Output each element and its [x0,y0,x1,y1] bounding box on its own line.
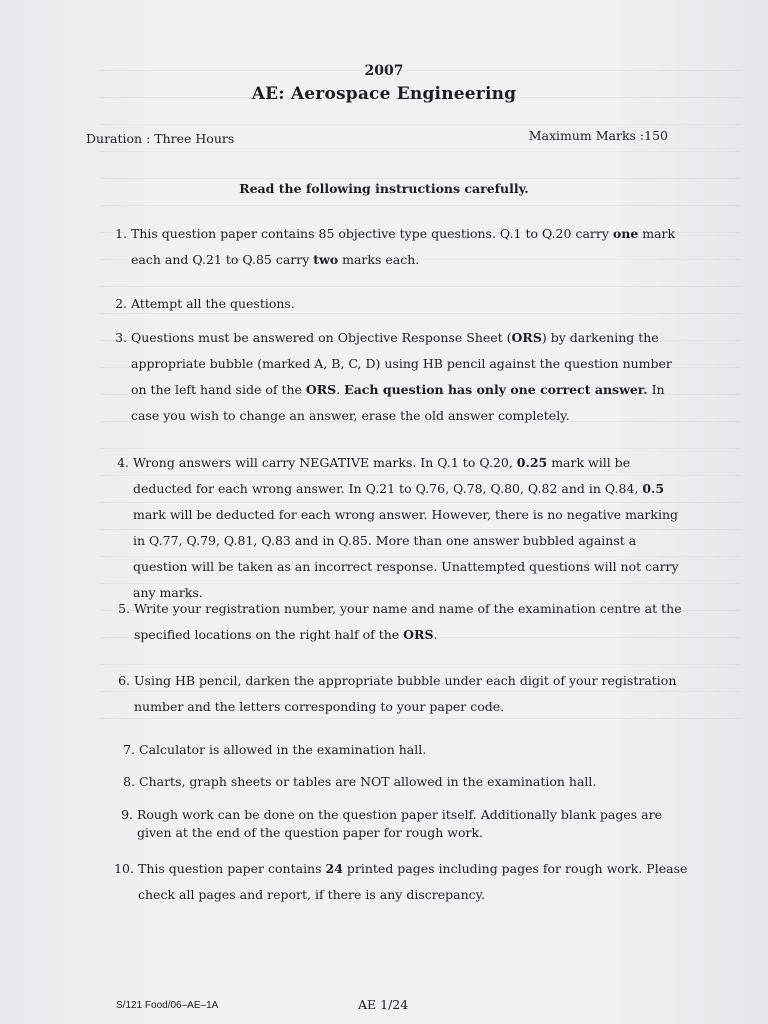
instruction-number: 5. [118,601,130,616]
instruction-number: 9. [121,807,133,822]
instruction-text: Using HB pencil, darken the appropriate bubble under each digit of your registration number and the letters corresponding to your paper code. [134,673,677,714]
instruction-text: Rough work can be done on the question paper itself. Additionally blank pages are given at the end of the question paper for rough work. [137,807,662,840]
bold-emphasis: ORS [305,382,337,397]
instruction-item-7 [123,737,695,763]
duration-label: Duration : Three Hours [86,131,235,146]
page-number: AE 1/24 [358,997,409,1012]
instruction-number: 6. [118,673,130,688]
instruction-item-5 [118,596,690,648]
instruction-item-10 [114,856,694,908]
instruction-number: 4. [117,455,129,470]
instruction-text: Wrong answers will carry NEGATIVE marks. In Q.1 to Q.20, 0.25 mark will be deducted for each wrong answer. In Q.21 to Q.76, Q.78, Q.80, Q.82 and in Q.84, 0.5 mark will be deducted for each wrong answer. However, there is no negative marking in Q.77, Q.79, Q.81, Q.83 and in Q.85. More than one answer bubbled against a question will be taken as an incorrect response. Unattempted questions will not carry any marks. [133,455,679,600]
max-marks-label: Maximum Marks :150 [528,128,668,143]
instruction-text: Charts, graph sheets or tables are NOT allowed in the examination hall. [139,774,597,789]
bold-emphasis: 0.25 [516,455,548,470]
exam-year: 2007 [364,63,404,79]
bold-emphasis: one [612,226,639,241]
instruction-text: Attempt all the questions. [131,296,295,311]
instruction-text: Questions must be answered on Objective Response Sheet (ORS) by darkening the appropriate bubble (marked A, B, C, D) using HB pencil against the question number on the left hand side of the ORS. Each question has only one correct answer. In case you wish to change an answer, erase the old answer completely. [131,330,672,423]
instruction-item-9 [121,806,693,842]
instruction-number: 2. [115,296,127,311]
paper-title: AE: Aerospace Engineering [251,84,517,104]
instruction-item-4 [117,450,689,606]
instruction-number: 10. [114,861,134,876]
instruction-text: This question paper contains 85 objective type questions. Q.1 to Q.20 carry one mark each and Q.21 to Q.85 carry two marks each. [131,226,676,267]
bold-emphasis: 24 [325,861,343,876]
instruction-number: 8. [123,774,135,789]
bold-emphasis: ORS [403,627,434,642]
instruction-text: Calculator is allowed in the examination hall. [139,742,427,757]
instructions-heading: Read the following instructions carefully. [239,181,529,196]
instruction-item-6 [118,668,690,720]
bold-emphasis: ORS [511,330,542,345]
instruction-text: This question paper contains 24 printed pages including pages for rough work. Please check all pages and report, if there is any discrepancy. [138,861,688,902]
bold-emphasis: 0.5 [642,481,665,496]
bold-emphasis: Each question has only one correct answer. [344,382,648,397]
bold-emphasis: two [313,252,339,267]
instruction-text: Write your registration number, your name and name of the examination centre at the specified locations on the right half of the ORS. [134,601,682,642]
instruction-item-3 [115,325,687,429]
instruction-number: 3. [115,330,127,345]
instruction-item-2 [115,291,687,317]
instruction-number: 7. [123,742,135,757]
instruction-number: 1. [115,226,127,241]
paper-code: S/121 Food/06–AE–1A [116,1000,219,1011]
instruction-item-8 [123,769,695,795]
instruction-item-1 [115,221,687,273]
